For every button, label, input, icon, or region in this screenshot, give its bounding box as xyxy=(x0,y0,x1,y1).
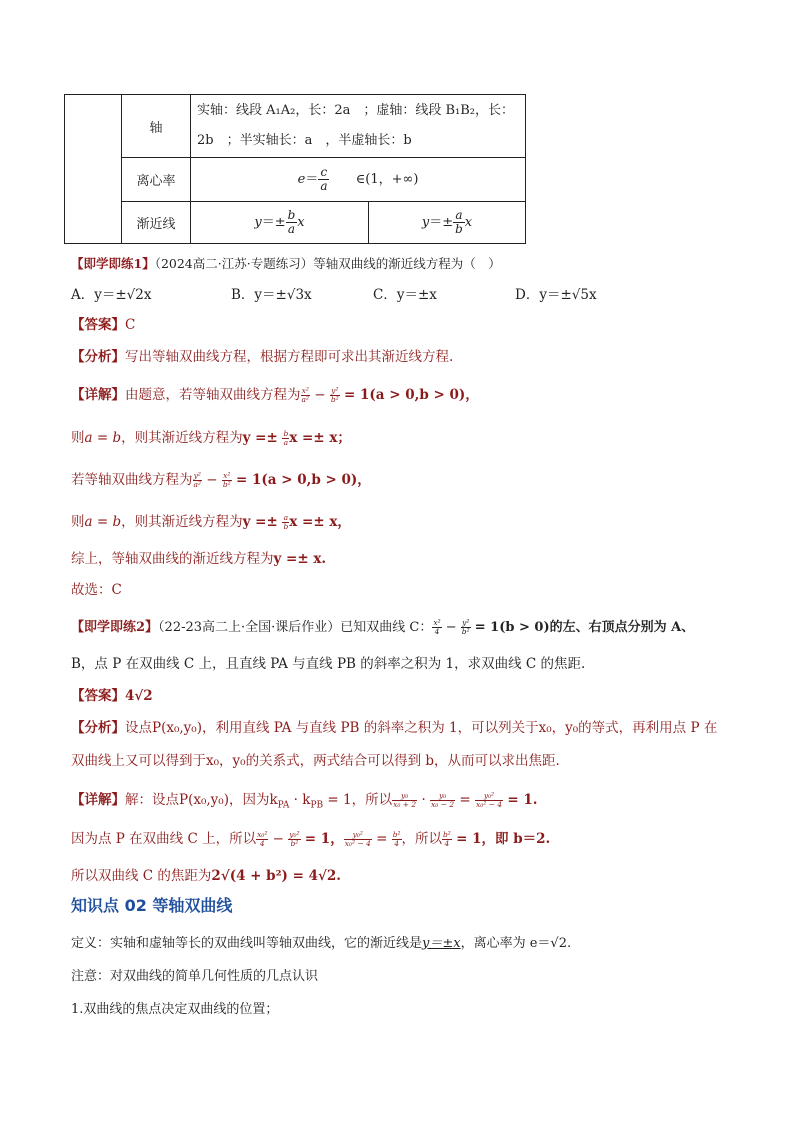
exercise-1-detail-line-5 xyxy=(71,549,326,569)
detail-text: 若等轴双曲线方程为 xyxy=(71,472,193,488)
asymptote-label: 渐近线 xyxy=(122,202,191,244)
detail-text: ，则其渐近线方程为 xyxy=(121,514,243,530)
analysis-text: 写出等轴双曲线方程，根据方程即可求出其渐近线方程. xyxy=(125,349,454,365)
exercise-1-source: （2024高二·江苏·专题练习）等轴双曲线的渐近线方程为（ ） xyxy=(154,256,501,271)
detail-text: 则 xyxy=(71,430,85,446)
exercise-2-tag: 【即学即练2】 xyxy=(71,620,159,635)
exercise-2-question-line-2: B，点 P 在双曲线 C 上，且直线 PA 与直线 PB 的斜率之积为 1，求双曲线 C 的焦距. xyxy=(71,656,586,672)
exercise-1-detail-line-3: 若等轴双曲线方程为 $\frac{\text{y²}}{\text{a²}}$ − $\frac{\text{x²}}{\text{b²}}$ = 1(a > 0,b > 0)， xyxy=(71,471,371,489)
asymptote-formula-y-axis: y＝± $\frac{a}{b}$ x xyxy=(369,202,526,244)
detail-formula: a = b xyxy=(84,514,122,530)
detail-formula: x =± x， xyxy=(289,514,351,530)
detail-formula: 2√(4 + b²) = 4√2. xyxy=(211,868,341,884)
exercise-2-question-line-1: 【即学即练2】（22-23高二上·全国·课后作业）已知双曲线 C： $\frac{\text{x²}}{4}$ − $\frac{\text{y²}}{\text{b²}}$ = 1(b > 0)的左、右顶点分别为 A、 xyxy=(71,618,695,636)
definition-asymptote: y＝±x xyxy=(422,936,461,951)
exercise-1-analysis xyxy=(71,347,453,367)
detail-text: ，则其渐近线方程为 xyxy=(121,430,243,446)
analysis-tag: 【分析】 xyxy=(71,349,125,365)
asymptote-formula-x-axis: y＝± $\frac{b}{a}$ x xyxy=(191,202,369,244)
detail-tag: 【详解】 xyxy=(71,387,125,403)
detail-text: ，所以 xyxy=(401,831,442,847)
exercise-2-source: （22-23高二上·全国·课后作业）已知双曲线 C： xyxy=(158,620,433,635)
option-c[interactable]: C．y＝±x xyxy=(373,287,437,303)
exercise-1-detail-line-4: 则a = b，则其渐近线方程为y =± $\frac{a}{b}$ x =± x， xyxy=(71,513,351,531)
detail-text: 综上，等轴双曲线的渐近线方程为 xyxy=(71,551,274,567)
detail-formula: x =± x； xyxy=(289,430,351,446)
exercise-2-analysis-line-2: 双曲线上又可以得到于x₀，y₀的关系式，两式结合可以得到 b，从而可以求出焦距. xyxy=(71,753,560,769)
point-1-line: 1.双曲线的焦点决定双曲线的位置； xyxy=(71,1002,279,1017)
option-a[interactable]: A．y＝±√2x xyxy=(71,287,152,303)
axis-line-1: 实轴：线段 A₁A₂，长：2a ；虚轴：线段 B₁B₂，长： xyxy=(197,103,515,118)
detail-formula: = 1， xyxy=(304,831,344,847)
answer-tag: 【答案】 xyxy=(71,688,125,704)
exercise-1-tag: 【即学即练1】 xyxy=(71,256,155,271)
eccentricity-label: 离心率 xyxy=(122,158,191,202)
table-blank-cell xyxy=(65,95,122,244)
exercise-2-detail-line-1: 【详解】解：设点P(x₀,y₀)，因为$k_{PA} \cdot k_{PB} = 1$，所以 $\frac{\text{y₀}}{\text{x₀ + 2}}$ · $\frac{\text{y₀}}{\text{x₀ − 2}}$ = $\frac{\text{y₀²}}{\text{x₀² − 4}}$ = 1. xyxy=(71,791,538,811)
detail-subscript: PB xyxy=(310,800,324,811)
eccentricity-formula: e＝ $\frac{c}{a}$ ∈(1，+∞) xyxy=(191,158,526,202)
exercise-2-analysis-line-1 xyxy=(71,718,717,738)
definition-text: 定义：实轴和虚轴等长的双曲线叫等轴双曲线，它的渐近线是 xyxy=(71,936,423,951)
detail-text: = 1，所以 xyxy=(323,792,393,808)
exercise-1-detail-line-2: 则a = b，则其渐近线方程为y =± $\frac{b}{a}$ x =± x； xyxy=(71,429,351,447)
detail-formula: = 1(a > 0,b > 0)， xyxy=(344,387,479,403)
exercise-1-question xyxy=(71,254,501,274)
detail-text: 则 xyxy=(71,514,85,530)
exercise-1-answer xyxy=(71,315,135,335)
section-heading: 知识点 02 等轴双曲线 xyxy=(71,896,233,915)
exercise-1-choice: 故选：C xyxy=(71,582,122,598)
detail-formula: y =± x. xyxy=(273,551,327,567)
detail-subscript: PA xyxy=(277,800,290,811)
axis-label: 轴 xyxy=(122,95,191,158)
detail-formula: = 1(a > 0,b > 0)， xyxy=(236,472,371,488)
detail-formula: a = b xyxy=(84,430,122,446)
answer-tag: 【答案】 xyxy=(71,317,125,333)
exercise-2-detail-line-2: 因为点 P 在双曲线 C 上，所以 $\frac{\text{x₀²}}{4}$ − $\frac{\text{y₀²}}{\text{b²}}$ = 1， $\frac{\text{y₀²}}{\text{x₀² − 4}}$ = $\frac{\text{b²}}{4}$ ，所以 $\frac{\text{b²}}{4}$ = 1，即 b＝2. xyxy=(71,830,551,848)
detail-text: 所以双曲线 C 的焦距为 xyxy=(71,868,212,884)
exercise-2-detail-line-3 xyxy=(71,866,341,886)
axis-line-2: 2b ；半实轴长：a ，半虚轴长：b xyxy=(197,133,412,148)
detail-text: · k xyxy=(289,792,311,808)
detail-formula: = 1，即 b＝2. xyxy=(456,831,551,847)
detail-text: 由题意，若等轴双曲线方程为 xyxy=(125,387,301,403)
definition-line xyxy=(71,934,571,954)
definition-eccentricity: ，离心率为 e＝√2. xyxy=(460,936,572,951)
exercise-2-equation: = 1(b > 0)的左、右顶点分别为 A、 xyxy=(474,620,695,635)
detail-formula: = 1. xyxy=(507,792,538,808)
option-b[interactable]: B．y＝±√3x xyxy=(231,287,312,303)
eccentricity-range: ∈(1，+∞) xyxy=(355,172,419,187)
properties-table xyxy=(64,94,526,244)
detail-tag: 【详解】 xyxy=(71,792,125,808)
note-line: 注意：对双曲线的简单几何性质的几点认识 xyxy=(71,969,319,984)
axis-description xyxy=(191,95,526,158)
analysis-tag: 【分析】 xyxy=(71,720,125,736)
exercise-2-answer xyxy=(71,686,153,706)
answer-value: 4√2 xyxy=(125,688,153,704)
exercise-1-detail-line-1: 【详解】由题意，若等轴双曲线方程为 $\frac{\text{x²}}{\text{a²}}$ − $\frac{\text{y²}}{\text{b²}}$ = 1(a > 0,b > 0)， xyxy=(71,386,479,404)
analysis-text: 设点P(x₀,y₀)，利用直线 PA 与直线 PB 的斜率之积为 1，可以列关于x₀，y₀的等式，再利用点 P 在 xyxy=(125,720,718,736)
detail-text: 解：设点P(x₀,y₀)，因为k xyxy=(125,792,278,808)
detail-text: 因为点 P 在双曲线 C 上，所以 xyxy=(71,831,257,847)
option-d[interactable]: D．y＝±√5x xyxy=(515,287,597,303)
answer-value: C xyxy=(125,317,136,333)
